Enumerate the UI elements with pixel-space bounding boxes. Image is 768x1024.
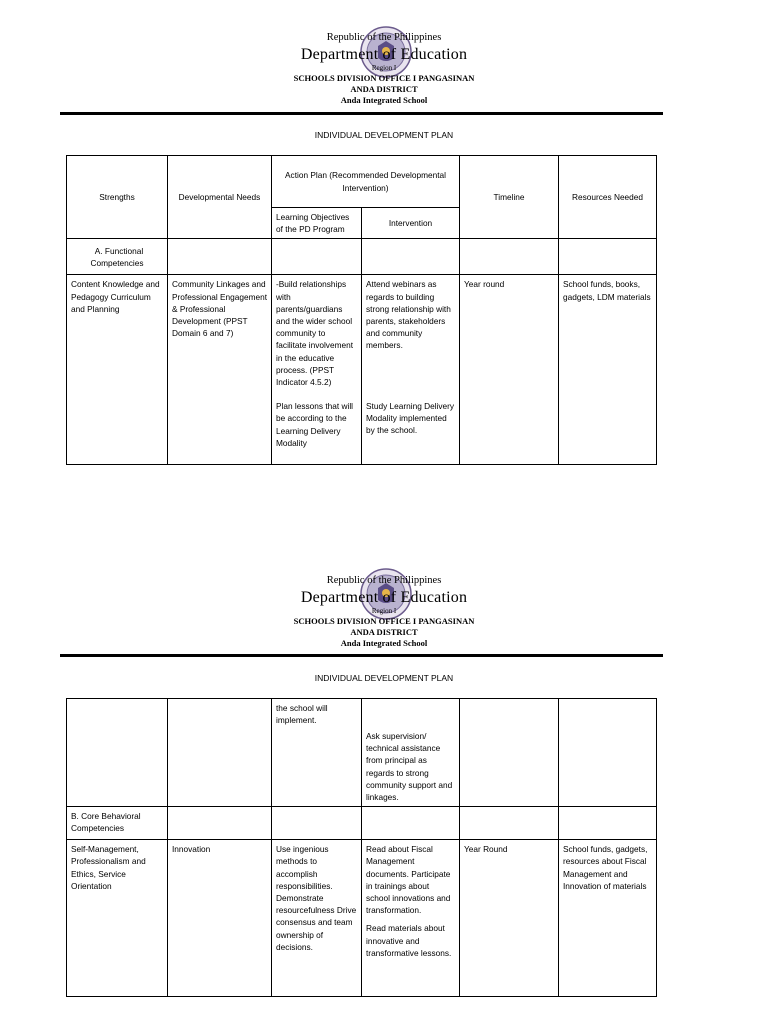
timeline-cell: Year round: [460, 275, 559, 465]
department-text: Department of Education: [300, 46, 468, 63]
intervention-1: Read about Fiscal Management documents. Participate in trainings about school innovations and transformation.: [366, 844, 451, 916]
empty-cell: [272, 807, 362, 840]
resources-cell: School funds, gadgets, resources about Fiscal Management and Innovation of materials: [559, 840, 657, 997]
republic-text: Republic of the Philippines: [326, 575, 442, 586]
objectives-cell: Use ingenious methods to accomplish responsibilities. Demonstrate resourcefulness Drive consensus and team ownership of decisions.: [272, 840, 362, 997]
doc-title: INDIVIDUAL DEVELOPMENT PLAN: [314, 673, 454, 683]
department-text: Department of Education: [300, 589, 468, 606]
table-row: [67, 840, 657, 997]
intervention-cell: [362, 275, 460, 465]
header-timeline: Timeline: [460, 156, 559, 239]
empty-cell: [362, 239, 460, 275]
region-text: Region I: [371, 64, 397, 72]
needs-cell: Innovation: [168, 840, 272, 997]
objective-1: -Build relationships with parents/guardians and the wider school community to facilitate involvement in the educative process. (PPST Indicator 4.5.2): [276, 279, 354, 388]
division-text: SCHOOLS DIVISION OFFICE I PANGASINAN: [293, 616, 475, 626]
table-row: [67, 699, 657, 807]
timeline-cell: Year Round: [460, 840, 559, 997]
division-text: SCHOOLS DIVISION OFFICE I PANGASINAN: [293, 73, 475, 83]
header-rule: [60, 112, 663, 115]
idp-table-2: [66, 698, 657, 997]
intervention-2: Study Learning Delivery Modality implemented by the school.: [366, 400, 455, 436]
empty-cell: [559, 239, 657, 275]
empty-cell: [559, 699, 657, 807]
resources-cell: School funds, books, gadgets, LDM materials: [559, 275, 657, 465]
strengths-cell: Self-Management, Professionalism and Ethics, Service Orientation: [67, 840, 168, 997]
objectives-cell: [272, 275, 362, 465]
empty-cell: [168, 239, 272, 275]
idp-table-1: [66, 155, 657, 465]
empty-cell: [67, 699, 168, 807]
header-action-plan: Action Plan (Recommended Developmental Intervention): [272, 156, 460, 208]
header-learning-objectives: Learning Objectives of the PD Program: [272, 208, 362, 239]
region-text: Region I: [371, 607, 397, 615]
header-rule: [60, 654, 663, 657]
table-row: [67, 275, 657, 465]
empty-cell: [460, 699, 559, 807]
objectives-cell: the school will implement.: [272, 699, 362, 807]
school-text: Anda Integrated School: [340, 95, 428, 105]
intervention-cell: [362, 840, 460, 997]
intervention-cell: [362, 699, 460, 807]
intervention-1: Attend webinars as regards to building strong relationship with parents, stakeholders and community members.: [366, 279, 451, 351]
empty-cell: [272, 239, 362, 275]
empty-cell: [460, 807, 559, 840]
empty-cell: [362, 807, 460, 840]
intervention-2: Read materials about innovative and transformative lessons.: [366, 923, 452, 958]
header-strengths: Strengths: [67, 156, 168, 239]
district-text: ANDA DISTRICT: [350, 627, 418, 637]
empty-cell: [168, 699, 272, 807]
objective-2: Plan lessons that will be according to the Learning Delivery Modality: [276, 401, 354, 448]
republic-text: Republic of the Philippines: [326, 32, 442, 43]
needs-cell: Community Linkages and Professional Engagement & Professional Development (PPST Domain 6 and 7): [168, 275, 272, 465]
doc-title: INDIVIDUAL DEVELOPMENT PLAN: [314, 130, 454, 140]
district-text: ANDA DISTRICT: [350, 84, 418, 94]
strengths-cell: Content Knowledge and Pedagogy Curriculum and Planning: [67, 275, 168, 465]
empty-cell: [460, 239, 559, 275]
school-text: Anda Integrated School: [340, 638, 428, 648]
section-b-label: B. Core Behavioral Competencies: [67, 807, 168, 840]
header-needs: Developmental Needs: [168, 156, 272, 239]
empty-cell: [168, 807, 272, 840]
intervention-cont: Ask supervision/ technical assistance from principal as regards to strong community support and linkages.: [366, 731, 453, 803]
section-a-label: A. Functional Competencies: [67, 239, 168, 275]
header-intervention: Intervention: [362, 208, 460, 239]
empty-cell: [559, 807, 657, 840]
header-resources: Resources Needed: [559, 156, 657, 239]
